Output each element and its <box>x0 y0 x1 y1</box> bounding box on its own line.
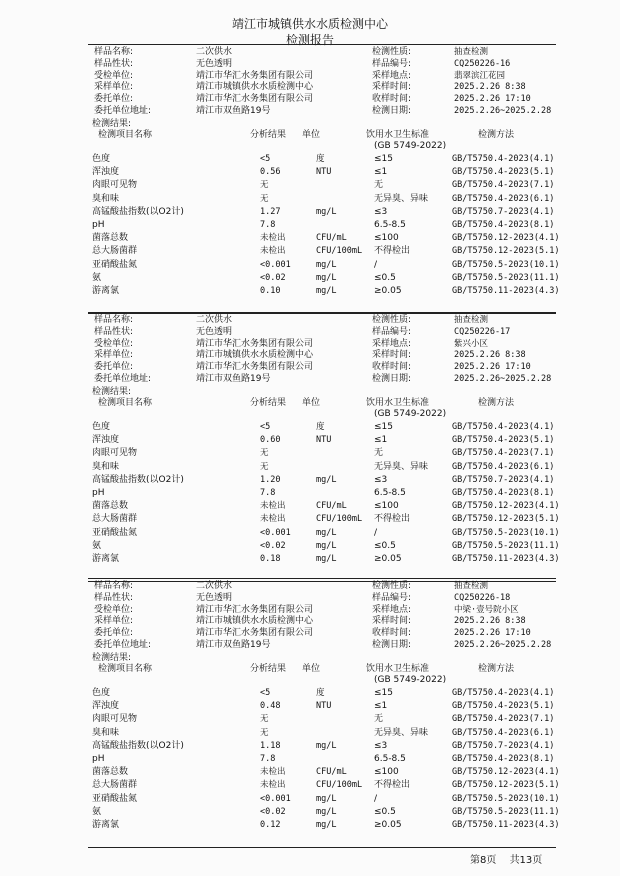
value-sample-property: 无色透明 <box>196 58 233 69</box>
item-unit: mg/L <box>316 793 337 804</box>
item-method: GB/T5750.4-2023(5.1) <box>452 701 555 712</box>
item-method: GB/T5750.12-2023(5.1) <box>452 514 560 525</box>
value-client-unit: 靖江市华汇水务集团有限公司 <box>196 94 314 105</box>
item-unit: mg/L <box>316 820 337 830</box>
col-unit-header: 单位 <box>302 130 321 140</box>
item-method: GB/T5750.12-2023(4.1) <box>452 767 560 778</box>
item-unit: mg/L <box>316 554 337 564</box>
label-sampling-unit: 采样单位: <box>94 350 134 361</box>
item-limit: 无异臭、异味 <box>374 461 429 472</box>
item-name: 浑浊度 <box>92 167 120 178</box>
item-result: <0.001 <box>260 527 291 538</box>
item-result: <5 <box>260 688 271 698</box>
value-client-address: 靖江市双鱼路19号 <box>196 640 271 650</box>
label-sample-property: 样品性状: <box>94 58 134 69</box>
col-standard-header: 饮用水卫生标准 <box>366 664 430 674</box>
page-footer <box>470 851 552 866</box>
item-result: 无 <box>260 180 269 191</box>
value-inspected-unit: 靖江市华汇水务集团有限公司 <box>196 70 314 81</box>
item-name: 氨 <box>92 806 102 817</box>
item-method: GB/T5750.4-2023(6.1) <box>452 727 555 738</box>
value-inspected-unit: 靖江市华汇水务集团有限公司 <box>196 338 314 349</box>
item-limit: ≤100 <box>374 233 399 244</box>
col-unit-header: 单位 <box>302 664 321 674</box>
value-test-date: 2025.2.26~2025.2.28 <box>454 640 552 650</box>
item-result: 未检出 <box>260 514 286 525</box>
item-method: GB/T5750.4-2023(6.1) <box>452 461 555 472</box>
item-name: 游离氯 <box>92 554 120 564</box>
item-limit: ≤0.5 <box>374 806 396 817</box>
col-method-header: 检测方法 <box>478 664 515 674</box>
label-sampling-site: 采样地点: <box>372 70 412 81</box>
item-limit: / <box>374 793 378 804</box>
label-client-address: 委托单位地址: <box>94 106 152 116</box>
item-unit: 度 <box>316 422 325 432</box>
item-unit: CFU/100mL <box>316 780 363 791</box>
value-sample-property: 无色透明 <box>196 592 233 603</box>
label-test-date: 检测日期: <box>372 106 412 116</box>
label-sampling-time: 采样时间: <box>372 616 412 627</box>
item-limit: 无 <box>374 448 384 459</box>
item-result: 未检出 <box>260 780 286 791</box>
item-limit: 6.5-8.5 <box>374 220 406 230</box>
item-method: GB/T5750.4-2023(6.1) <box>452 193 555 204</box>
label-test-nature: 检测性质: <box>372 315 412 325</box>
label-inspected-unit: 受检单位: <box>94 604 134 615</box>
label-receive-time: 收样时间: <box>372 628 412 639</box>
item-result: 0.60 <box>260 435 281 446</box>
item-name: 亚硝酸盐氮 <box>92 793 138 804</box>
item-name: 浑浊度 <box>92 435 120 446</box>
item-name: 色度 <box>92 154 111 164</box>
item-result: 未检出 <box>260 767 286 778</box>
value-sampling-time: 2025.2.26 8:38 <box>454 350 526 361</box>
item-result: <0.02 <box>260 806 286 817</box>
item-unit: 度 <box>316 154 325 164</box>
value-sample-name: 二次供水 <box>196 315 233 325</box>
value-client-unit: 靖江市华汇水务集团有限公司 <box>196 362 314 373</box>
value-inspected-unit: 靖江市华汇水务集团有限公司 <box>196 604 314 615</box>
col-unit-header: 单位 <box>302 398 321 408</box>
item-name: 总大肠菌群 <box>92 514 138 525</box>
item-method: GB/T5750.4-2023(4.1) <box>452 688 555 698</box>
item-limit: ≥0.05 <box>374 820 402 830</box>
item-unit: mg/L <box>316 259 337 270</box>
col-method-header: 检测方法 <box>478 130 515 140</box>
item-result: 7.8 <box>260 220 276 230</box>
label-test-nature: 检测性质: <box>372 47 412 57</box>
item-limit: 不得检出 <box>374 514 411 525</box>
value-sampling-time: 2025.2.26 8:38 <box>454 616 526 627</box>
item-unit: mg/L <box>316 206 337 217</box>
col-result-header: 分析结果 <box>250 664 287 674</box>
item-result: 0.10 <box>260 286 281 296</box>
item-result: <5 <box>260 422 271 432</box>
item-result: 无 <box>260 193 269 204</box>
item-method: GB/T5750.5-2023(10.1) <box>452 793 560 804</box>
item-result: 7.8 <box>260 754 276 764</box>
item-name: 肉眼可见物 <box>92 448 138 459</box>
value-sampling-unit: 靖江市城镇供水水质检测中心 <box>196 82 314 93</box>
col-standard-ref: (GB 5749-2022) <box>374 409 447 419</box>
item-unit: CFU/mL <box>316 767 347 778</box>
item-method: GB/T5750.12-2023(4.1) <box>452 233 560 244</box>
label-client-unit: 委托单位: <box>94 362 134 373</box>
item-method: GB/T5750.4-2023(7.1) <box>452 180 555 191</box>
item-method: GB/T5750.4-2023(4.1) <box>452 422 555 432</box>
label-sampling-time: 采样时间: <box>372 82 412 93</box>
report-title: 靖江市城镇供水水质检测中心 <box>231 17 388 31</box>
value-sampling-unit: 靖江市城镇供水水质检测中心 <box>196 616 314 627</box>
item-name: 色度 <box>92 422 111 432</box>
label-client-unit: 委托单位: <box>94 628 134 639</box>
item-unit: CFU/100mL <box>316 514 363 525</box>
results-heading: 检测结果: <box>92 653 132 663</box>
item-method: GB/T5750.11-2023(4.3) <box>452 554 560 564</box>
item-method: GB/T5750.4-2023(4.1) <box>452 154 555 164</box>
item-limit: 无异臭、异味 <box>374 727 429 738</box>
item-method: GB/T5750.5-2023(11.1) <box>452 540 560 551</box>
item-name: 氨 <box>92 540 102 551</box>
item-limit: / <box>374 259 378 270</box>
value-test-nature: 抽查检测 <box>454 47 489 57</box>
item-limit: 无 <box>374 180 384 191</box>
item-method: GB/T5750.7-2023(4.1) <box>452 206 555 217</box>
col-method-header: 检测方法 <box>478 398 515 408</box>
label-receive-time: 收样时间: <box>372 362 412 373</box>
sample-block <box>88 44 560 314</box>
results-heading: 检测结果: <box>92 119 132 129</box>
label-test-nature: 检测性质: <box>372 581 412 591</box>
item-result: <0.02 <box>260 272 286 283</box>
item-unit: CFU/mL <box>316 501 347 512</box>
label-client-address: 委托单位地址: <box>94 640 152 650</box>
value-sample-no: CQ250226-18 <box>454 592 511 603</box>
item-result: <0.02 <box>260 540 286 551</box>
item-result: 0.56 <box>260 167 281 178</box>
item-name: 肉眼可见物 <box>92 180 138 191</box>
item-name: 亚硝酸盐氮 <box>92 527 138 538</box>
value-sampling-site: 紫兴小区 <box>454 338 489 349</box>
item-result: <0.001 <box>260 793 291 804</box>
value-client-address: 靖江市双鱼路19号 <box>196 374 271 384</box>
item-name: 臭和味 <box>92 193 120 204</box>
item-result: 0.18 <box>260 554 281 564</box>
block-rule-top <box>88 44 556 45</box>
item-unit: NTU <box>316 167 332 178</box>
item-result: 无 <box>260 714 269 725</box>
item-method: GB/T5750.11-2023(4.3) <box>452 286 560 296</box>
item-name: 菌落总数 <box>92 501 129 512</box>
item-name: 菌落总数 <box>92 233 129 244</box>
item-method: GB/T5750.4-2023(5.1) <box>452 435 555 446</box>
label-sampling-site: 采样地点: <box>372 338 412 349</box>
item-method: GB/T5750.5-2023(11.1) <box>452 272 560 283</box>
item-name: 浑浊度 <box>92 701 120 712</box>
item-method: GB/T5750.11-2023(4.3) <box>452 820 560 830</box>
item-limit: ≤3 <box>374 740 388 751</box>
item-limit: 不得检出 <box>374 780 411 791</box>
item-name: 肉眼可见物 <box>92 714 138 725</box>
value-sampling-unit: 靖江市城镇供水水质检测中心 <box>196 350 314 361</box>
col-standard-header: 饮用水卫生标准 <box>366 398 430 408</box>
label-sampling-unit: 采样单位: <box>94 82 134 93</box>
value-test-nature: 抽查检测 <box>454 581 489 591</box>
label-sample-property: 样品性状: <box>94 326 134 337</box>
item-name: 游离氯 <box>92 286 120 296</box>
item-name: 色度 <box>92 688 111 698</box>
item-unit: mg/L <box>316 540 337 551</box>
item-unit: mg/L <box>316 806 337 817</box>
item-name: 臭和味 <box>92 461 120 472</box>
item-name: pH <box>92 220 105 230</box>
item-name: 高锰酸盐指数(以O2计) <box>92 206 184 217</box>
sample-block <box>88 578 560 848</box>
item-method: GB/T5750.7-2023(4.1) <box>452 740 555 751</box>
label-sample-property: 样品性状: <box>94 592 134 603</box>
item-method: GB/T5750.4-2023(7.1) <box>452 714 555 725</box>
label-sample-name: 样品名称: <box>94 581 134 591</box>
item-limit: ≤1 <box>374 435 388 446</box>
value-receive-time: 2025.2.26 17:10 <box>454 94 531 105</box>
item-limit: ≤3 <box>374 206 388 217</box>
col-item-header: 检测项目名称 <box>98 664 153 674</box>
item-unit: mg/L <box>316 286 337 296</box>
label-client-address: 委托单位地址: <box>94 374 152 384</box>
value-test-nature: 抽查检测 <box>454 315 489 325</box>
col-standard-ref: (GB 5749-2022) <box>374 675 447 685</box>
item-unit: NTU <box>316 435 332 446</box>
col-standard-ref: (GB 5749-2022) <box>374 141 447 151</box>
item-result: 无 <box>260 461 269 472</box>
item-limit: ≥0.05 <box>374 554 402 564</box>
item-method: GB/T5750.12-2023(5.1) <box>452 780 560 791</box>
value-sample-no: CQ250226-17 <box>454 326 511 337</box>
item-limit: ≤1 <box>374 167 388 178</box>
item-limit: ≥0.05 <box>374 286 402 296</box>
label-receive-time: 收样时间: <box>372 94 412 105</box>
item-limit: ≤15 <box>374 422 393 432</box>
item-result: 0.12 <box>260 820 281 830</box>
item-method: GB/T5750.5-2023(10.1) <box>452 259 560 270</box>
item-result: 1.27 <box>260 206 281 217</box>
item-unit: CFU/100mL <box>316 246 363 257</box>
item-result: 1.20 <box>260 474 281 485</box>
block-rule-top <box>88 578 556 579</box>
sample-block <box>88 312 560 582</box>
col-result-header: 分析结果 <box>250 398 287 408</box>
value-sampling-site: 中梁·壹号院小区 <box>454 604 519 615</box>
item-name: 臭和味 <box>92 727 120 738</box>
item-method: GB/T5750.5-2023(10.1) <box>452 527 560 538</box>
item-method: GB/T5750.12-2023(5.1) <box>452 246 560 257</box>
item-name: 氨 <box>92 272 102 283</box>
label-sample-name: 样品名称: <box>94 47 134 57</box>
item-limit: 不得检出 <box>374 246 411 257</box>
item-limit: ≤15 <box>374 688 393 698</box>
item-result: 无 <box>260 727 269 738</box>
item-limit: ≤0.5 <box>374 272 396 283</box>
item-result: 1.18 <box>260 740 281 751</box>
item-limit: ≤100 <box>374 767 399 778</box>
item-limit: 无 <box>374 714 384 725</box>
label-inspected-unit: 受检单位: <box>94 70 134 81</box>
block-rule-top <box>88 312 556 313</box>
item-unit: CFU/mL <box>316 233 347 244</box>
item-limit: 6.5-8.5 <box>374 488 406 498</box>
value-test-date: 2025.2.26~2025.2.28 <box>454 374 552 384</box>
label-sampling-unit: 采样单位: <box>94 616 134 627</box>
item-result: <0.001 <box>260 259 291 270</box>
item-limit: 无异臭、异味 <box>374 193 429 204</box>
item-method: GB/T5750.4-2023(8.1) <box>452 754 555 764</box>
value-sampling-time: 2025.2.26 8:38 <box>454 82 526 93</box>
label-sample-name: 样品名称: <box>94 315 134 325</box>
col-result-header: 分析结果 <box>250 130 287 140</box>
value-receive-time: 2025.2.26 17:10 <box>454 628 531 639</box>
item-result: 7.8 <box>260 488 276 498</box>
item-method: GB/T5750.4-2023(7.1) <box>452 448 555 459</box>
label-test-date: 检测日期: <box>372 640 412 650</box>
item-unit: 度 <box>316 688 325 698</box>
item-name: pH <box>92 488 105 498</box>
label-inspected-unit: 受检单位: <box>94 338 134 349</box>
item-method: GB/T5750.7-2023(4.1) <box>452 474 555 485</box>
item-name: 总大肠菌群 <box>92 246 138 257</box>
item-unit: mg/L <box>316 272 337 283</box>
item-result: 未检出 <box>260 246 286 257</box>
value-sample-name: 二次供水 <box>196 47 233 57</box>
item-unit: NTU <box>316 701 332 712</box>
item-limit: ≤100 <box>374 501 399 512</box>
item-limit: ≤15 <box>374 154 393 164</box>
item-limit: ≤1 <box>374 701 388 712</box>
item-name: 亚硝酸盐氮 <box>92 259 138 270</box>
col-item-header: 检测项目名称 <box>98 130 153 140</box>
label-client-unit: 委托单位: <box>94 94 134 105</box>
item-name: 总大肠菌群 <box>92 780 138 791</box>
item-result: 0.48 <box>260 701 281 712</box>
item-name: 菌落总数 <box>92 767 129 778</box>
item-name: pH <box>92 754 105 764</box>
item-result: 未检出 <box>260 233 286 244</box>
label-sample-no: 样品编号: <box>372 58 412 69</box>
item-limit: 6.5-8.5 <box>374 754 406 764</box>
item-limit: ≤3 <box>374 474 388 485</box>
item-unit: mg/L <box>316 474 337 485</box>
value-sampling-site: 翡翠滨江花园 <box>454 70 506 81</box>
item-name: 高锰酸盐指数(以O2计) <box>92 474 184 485</box>
report-subtitle: 检测报告 <box>285 33 334 47</box>
item-unit: mg/L <box>316 527 337 538</box>
page-number: 第8页 <box>470 855 497 866</box>
item-unit: mg/L <box>316 740 337 751</box>
value-sample-no: CQ250226-16 <box>454 58 511 69</box>
value-client-unit: 靖江市华汇水务集团有限公司 <box>196 628 314 639</box>
item-limit: / <box>374 527 378 538</box>
results-heading: 检测结果: <box>92 387 132 397</box>
label-test-date: 检测日期: <box>372 374 412 384</box>
item-name: 游离氯 <box>92 820 120 830</box>
value-sample-name: 二次供水 <box>196 581 233 591</box>
value-test-date: 2025.2.26~2025.2.28 <box>454 106 552 116</box>
value-sample-property: 无色透明 <box>196 326 233 337</box>
label-sample-no: 样品编号: <box>372 326 412 337</box>
label-sampling-time: 采样时间: <box>372 350 412 361</box>
col-item-header: 检测项目名称 <box>98 398 153 408</box>
label-sampling-site: 采样地点: <box>372 604 412 615</box>
item-result: <5 <box>260 154 271 164</box>
col-standard-header: 饮用水卫生标准 <box>366 130 430 140</box>
item-result: 未检出 <box>260 501 286 512</box>
item-method: GB/T5750.4-2023(8.1) <box>452 488 555 498</box>
item-method: GB/T5750.12-2023(4.1) <box>452 501 560 512</box>
value-receive-time: 2025.2.26 17:10 <box>454 362 531 373</box>
page-total: 共13页 <box>509 855 543 866</box>
item-name: 高锰酸盐指数(以O2计) <box>92 740 184 751</box>
item-method: GB/T5750.4-2023(5.1) <box>452 167 555 178</box>
item-result: 无 <box>260 448 269 459</box>
value-client-address: 靖江市双鱼路19号 <box>196 106 271 116</box>
item-method: GB/T5750.5-2023(11.1) <box>452 806 560 817</box>
label-sample-no: 样品编号: <box>372 592 412 603</box>
item-method: GB/T5750.4-2023(8.1) <box>452 220 555 230</box>
block-rule-bottom <box>88 847 556 848</box>
item-limit: ≤0.5 <box>374 540 396 551</box>
